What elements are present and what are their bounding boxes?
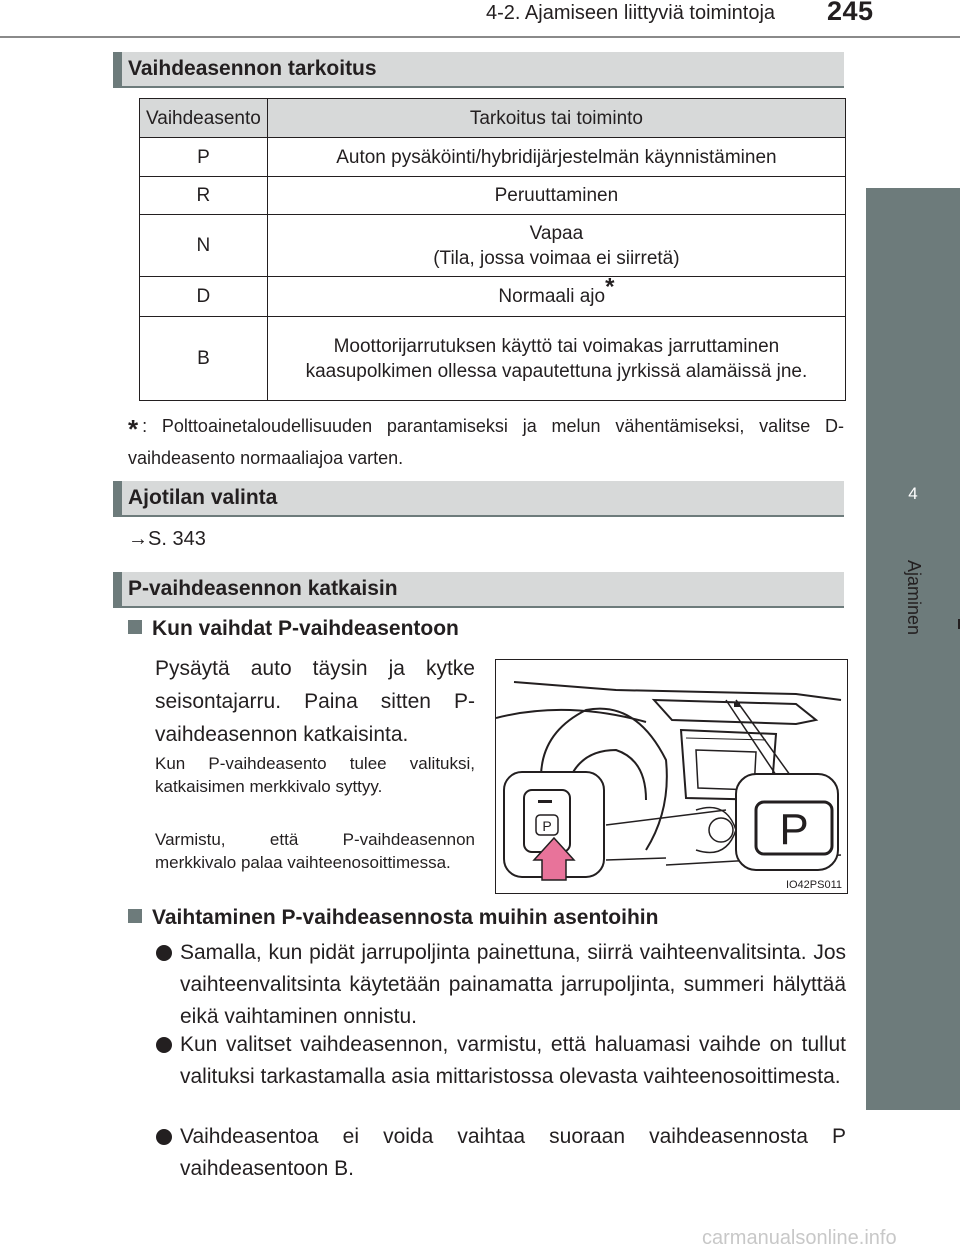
subheading-text: Kun vaihdat P-vaihdeasentoon [152, 617, 459, 640]
function-cell: Peruuttaminen [267, 177, 845, 215]
dashboard-drawing [496, 660, 847, 893]
square-bullet-icon [128, 909, 142, 923]
header-divider [0, 36, 960, 38]
subheading-shift [128, 906, 658, 930]
list-item-text: Kun valitset vaihdeasennon, varmistu, että haluamasi vaihde on tullut valituksi tarkastamalla asia mittaristossa olevasta vaihteenosoittimesta. [180, 1033, 846, 1088]
function-cell [267, 273, 845, 317]
gear-cell: N [140, 215, 268, 277]
subheading-text: Vaihtaminen P-vaihdeasennosta muihin asentoihin [152, 906, 659, 929]
bullet-dot-icon [156, 945, 172, 961]
bullet-dot-icon [156, 1037, 172, 1053]
list-item-text: Vaihdeasentoa ei voida vaihtaa suoraan vaihdeasennosta P vaihdeasentoon B. [180, 1125, 846, 1180]
function-line: Vapaa [529, 222, 584, 244]
function-line: (Tila, jossa voimaa ei siirretä) [433, 247, 680, 269]
list-item [156, 1121, 846, 1185]
footnote-star: * [128, 414, 139, 444]
note-paragraph: Kun P-vaihdeasento tulee valituksi, katkaisimen merkkivalo syttyy. [155, 754, 475, 796]
footnote-marker: * [605, 273, 615, 301]
section-heading-text: Ajotilan valinta [128, 486, 278, 509]
table-header-row [140, 99, 846, 138]
table-row [140, 177, 846, 215]
switch-letter: P [542, 818, 552, 834]
list-item [156, 1029, 846, 1093]
table-row [140, 277, 846, 317]
section-heading-p-switch [113, 572, 844, 608]
subheading-p [128, 617, 459, 641]
instruction-paragraph: Pysäytä auto täysin ja kytke seisontajarru. Paina sitten P-vaihdeasennon katkaisinta. [155, 657, 475, 746]
illustration-code: IO42PS011 [785, 879, 842, 891]
chapter-header: 4-2. Ajamiseen liittyviä toimintoja [486, 2, 776, 24]
list-item-text: Samalla, kun pidät jarrupoljinta painettuna, siirrä vaihteenvalitsinta. Jos vaihteenvalitsinta käytetään painamatta jarrupoljinta, summeri hälyttää eikä vaihtaminen onnistu. [180, 941, 846, 1028]
footnote-text: : Polttoainetaloudellisuuden parantamiseksi ja melun vähentämiseksi, valitse D-vaihdeasento normaaliajoa varten. [128, 416, 844, 468]
gear-cell: R [140, 177, 268, 215]
function-cell: Moottorijarrutuksen käyttö tai voimakas jarruttaminen kaasupolkimen ollessa vapautettuna jyrkissä alamäissä jne. [267, 317, 845, 401]
watermark: carmanualsonline.info [702, 1227, 897, 1249]
page-reference-link[interactable]: →S. 343 [128, 528, 206, 550]
gear-cell: P [140, 138, 268, 177]
function-cell: Auton pysäköinti/hybridijärjestelmän käynnistäminen [267, 138, 845, 177]
p-switch-illustration [495, 659, 848, 894]
p-badge-letter: P [779, 805, 809, 854]
chapter-tab-label: Ajaminen [904, 560, 924, 636]
page-number: 245 [827, 0, 874, 26]
bullet-dot-icon [156, 1129, 172, 1145]
note-paragraph: Varmistu, että P-vaihdeasennon merkkivalo palaa vaihteenosoittimessa. [155, 830, 475, 872]
gear-position-table [139, 98, 846, 401]
section-heading-text: P-vaihdeasennon katkaisin [128, 577, 398, 600]
column-header-function: Tarkoitus tai toiminto [267, 99, 845, 138]
function-text: Normaali ajo [498, 286, 606, 307]
table-row [140, 215, 846, 277]
section-heading-text: Vaihdeasennon tarkoitus [128, 57, 377, 80]
section-heading-mode [113, 481, 844, 517]
square-bullet-icon [128, 620, 142, 634]
gear-cell: B [140, 317, 268, 401]
footnote [128, 412, 844, 473]
section-heading-purpose [113, 52, 844, 88]
chapter-tab-number: 4 [908, 484, 918, 503]
list-item [156, 937, 846, 1033]
function-cell [267, 215, 845, 277]
table-row [140, 317, 846, 401]
table-row [140, 138, 846, 177]
column-header-gear: Vaihdeasento [140, 99, 268, 138]
gear-cell: D [140, 277, 268, 317]
